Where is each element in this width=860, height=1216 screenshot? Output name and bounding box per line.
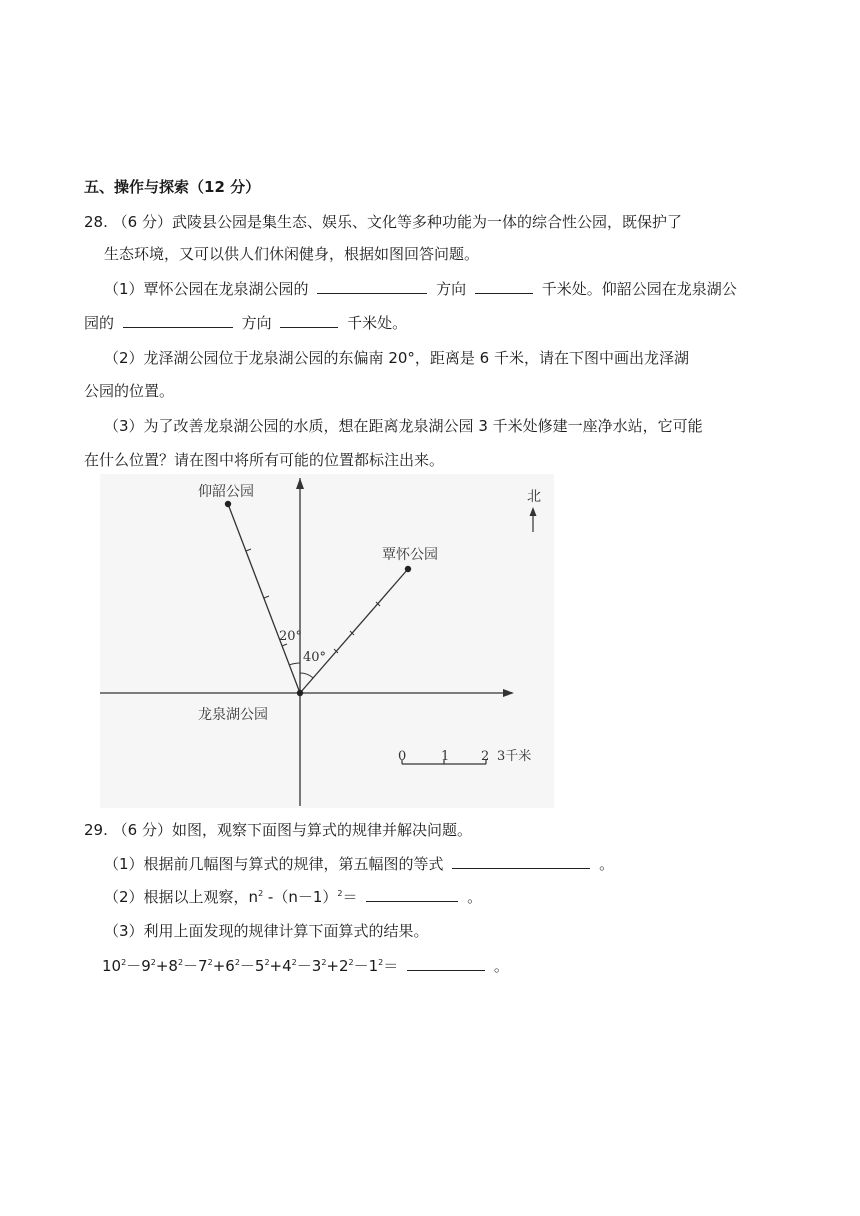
q29-intro-line (84, 820, 472, 840)
q29-part2-line (104, 887, 482, 907)
q28-p1-text-d: 园的 (84, 314, 115, 332)
q29-p2-text-a: （2）根据以上观察，n (104, 888, 259, 906)
q29-expression: $10^2-9^2+8^2-7^2+6^2-5^2+4^2-3^2+2^2-1^2$ (102, 957, 384, 975)
q29-p2-text-b: -（n－1） (263, 888, 338, 906)
q28-intro-line-2: 生态环境，又可以供人们休闲健身，根据如图回答问题。 (104, 245, 480, 263)
q29-expression-period: 。 (493, 957, 509, 975)
section-title: 五、操作与探索（12 分） (84, 178, 261, 196)
scale-label-0: 0 (398, 749, 407, 764)
q28-p1-blank-distance-2[interactable] (280, 313, 338, 328)
q29-expression-line (102, 956, 509, 976)
q28-p1-text-c: 千米处。仰韶公园在龙泉湖公 (541, 280, 737, 298)
direction-diagram[interactable] (100, 474, 554, 808)
q28-p1-blank-direction-2[interactable] (123, 313, 233, 328)
q28-p1-text-f: 千米处。 (347, 314, 408, 332)
scale-label-2: 2 (481, 749, 490, 764)
yangshao-point (225, 501, 231, 507)
q28-p1-text-b: 方向 (436, 280, 467, 298)
q28-p1-text-a: （1）覃怀公园在龙泉湖公园的 (104, 280, 309, 298)
q28-p1-text-e: 方向 (241, 314, 272, 332)
q29-p1-period: 。 (599, 855, 615, 873)
q29-expression-blank[interactable] (407, 956, 485, 971)
q28-number: 28. (84, 213, 108, 231)
q28-part1-line-1 (104, 279, 737, 299)
q29-p2-text-c: ＝ (342, 888, 358, 906)
tanhuai-label: 覃怀公园 (382, 547, 438, 563)
tanhuai-point (405, 566, 411, 572)
q28-part2-line-1: （2）龙泽湖公园位于龙泉湖公园的东偏南 20°，距离是 6 千米，请在下图中画出龙泽湖 (104, 349, 689, 367)
angle-label-20: 20° (279, 629, 303, 644)
q29-intro: （6 分）如图，观察下面图与算式的规律并解决问题。 (112, 821, 472, 839)
center-label: 龙泉湖公园 (198, 707, 268, 723)
q29-number: 29. (84, 821, 108, 839)
q28-intro-1: （6 分）武陵县公园是集生态、娱乐、文化等多种功能为一体的综合性公园，既保护了 (112, 213, 682, 231)
q28-part2-line-2: 公园的位置。 (84, 382, 175, 400)
q28-p1-blank-distance-1[interactable] (475, 279, 533, 294)
north-label: 北 (527, 489, 541, 505)
q28-intro-line-1 (84, 212, 682, 232)
q29-p1-blank[interactable] (452, 854, 590, 869)
yangshao-label: 仰韶公园 (198, 484, 254, 500)
q28-part3-line-1: （3）为了改善龙泉湖公园的水质，想在距离龙泉湖公园 3 千米处修建一座净水站，它可能 (104, 417, 703, 435)
q29-p2-blank[interactable] (366, 887, 458, 902)
scale-label-3km: 3千米 (497, 749, 532, 764)
angle-label-40: 40° (303, 650, 327, 665)
q29-p2-period: 。 (467, 888, 483, 906)
q29-part3-line: （3）利用上面发现的规律计算下面算式的结果。 (104, 922, 429, 940)
q29-expression-equals: ＝ (383, 957, 399, 975)
q28-part3-line-2: 在什么位置？请在图中将所有可能的位置都标注出来。 (84, 451, 445, 469)
scale-label-1: 1 (441, 749, 450, 764)
q28-part1-line-2 (84, 313, 407, 333)
center-point (297, 690, 303, 696)
q29-part1-line (104, 854, 614, 874)
q29-p1-text: （1）根据前几幅图与算式的规律，第五幅图的等式 (104, 855, 444, 873)
q28-p1-blank-direction-1[interactable] (317, 279, 427, 294)
q29-p2-exp-2: 2 (337, 889, 343, 898)
q29-p2-exp-1: 2 (258, 889, 264, 898)
